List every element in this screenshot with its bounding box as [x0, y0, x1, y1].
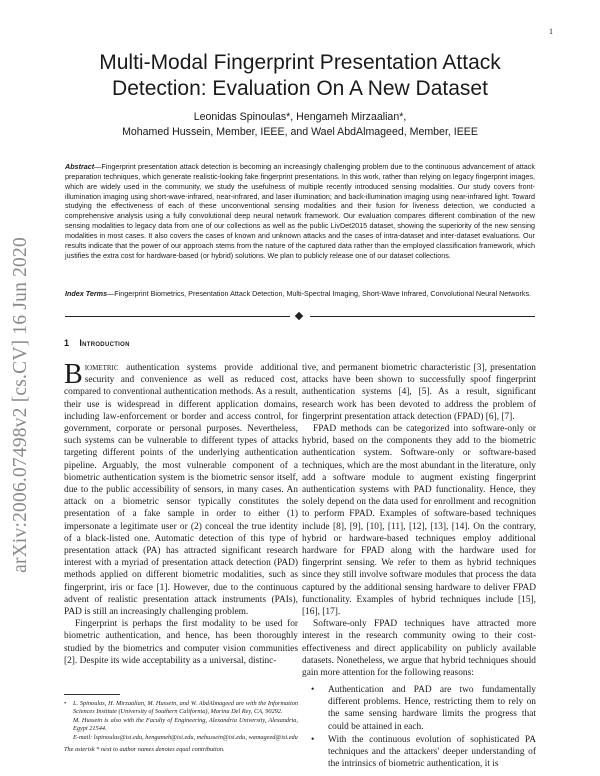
- paragraph: Software-only FPAD techniques have attracted more interest in the research community owing to their cost-effectiveness and direct applicability on publicly available datasets. Nonetheless, we argue that hybrid techniques should gain more attention for the following reasons:: [302, 619, 536, 679]
- arxiv-stamp: [10, 200, 32, 610]
- arxiv-stamp-text: arXiv:2006.07498v2 [cs.CV] 16 Jun 2020: [10, 237, 31, 573]
- author-line-2: Mohamed Hussein, Member, IEEE, and Wael AbdAlmageed, Member, IEEE: [122, 125, 478, 138]
- footnote-affiliation-text: L. Spinoulas, H. Mirzaalian, M. Hussein, and W. AbdAlmageed are with the Information Sciences Institute (University of Southern California), Marina Del Rey, CA, 90292.: [73, 700, 298, 716]
- index-terms-lead: Index Terms: [65, 289, 108, 298]
- section-heading: [64, 338, 130, 348]
- bullet-list: [302, 684, 536, 771]
- section-number: 1: [64, 338, 70, 348]
- paragraph: Fingerprint is perhaps the first modality to be used for biometric authentication, and hence, has been thoroughly studied by the biometrics and computer vision communities [2]. Despite its wide acceptability as a universal, distinc-: [64, 619, 298, 666]
- paragraph-text: authentication systems provide additional security and convenience as well as reduced cost, compared to conventional authentication methods. As a result, their use is widespread in different application domains, including law-enforcement or border and access control, for government, corporate or personal purposes. Nevertheless, such systems can be vulnerable to different types of attacks targeting different points of the underlying authentication pipeline. Arguably, the most vulnerable component of a biometric authentication system is the biometric sensor itself, due to the public accessibility of sensors, in many cases. An attack on a biometric sensor typically constitutes the presentation of a fake sample in order to either (1) impersonate a legitimate user or (2) conceal the true identity of a black-listed one. Automatic detection of this type of presentation attack (PA) has attracted significant research interest with a myriad of presentation attack detection (PAD) methods applied on different biometric modalities, such as fingerprint, iris or face [1]. However, due to the continuous advent of realistic presentation attack instruments (PAIs), PAD is still an increasingly challenging problem.: [64, 363, 298, 618]
- right-column: [302, 362, 536, 679]
- footnote-emails: E-mail: lspinoulas@isi.edu, hengameh@isi.edu, mehussein@isi.edu, wamageed@isi.edu: [73, 733, 298, 741]
- footnote-bullet: •: [64, 700, 67, 707]
- list-item: • Authentication and PAD are two fundamentally different problems. Hence, restricting them to rely on the same sensing hardware limits the progress that could be attained in each.: [302, 684, 536, 733]
- section-divider: [65, 313, 535, 321]
- dropcap: B: [64, 359, 83, 390]
- divider-line-right: [310, 316, 535, 317]
- footnote-rule: [64, 694, 120, 695]
- paper-title: Multi-Modal Fingerprint Presentation Attack Detection: Evaluation On A New Dataset: [99, 51, 501, 100]
- footnote-affiliation: [64, 700, 298, 717]
- divider-line-left: [65, 316, 290, 317]
- abstract-text: —Fingerprint presentation attack detection is becoming an increasingly challenging problem due to the continuous advancement of attack preparation techniques, which generate realistic-looking fake fingerprint presentations. In this work, rather than relying on legacy fingerprint images, which are widely used in the community, we study the usefulness of multiple recently introduced sensing modalities. Our study covers front-illumination imaging using short-wave-infrared, near-infrared, and laser illumination; and back-illumination imaging using near-infrared light. Toward studying the effectiveness of each of these unconventional sensing modalities and their fusion for liveness detection, we conducted a comprehensive analysis using a fully convolutional deep neural network framework. Our evaluation compares different combination of the new sensing modalities to legacy data from one of our collections as well as the public LivDet2015 dataset, showing the superiority of the new sensing modalities in most cases. It also covers the cases of known and unknown attacks and the cases of intra-dataset and inter-dataset evaluations. Our results indicate that the power of our approach stems from the nature of the captured data rather than the employed classification framework, which justifies the extra cost for hardware-based (or hybrid) solutions. We plan to publicly release one of our dataset collections.: [65, 162, 535, 260]
- abstract: [65, 162, 535, 260]
- paragraph: FPAD methods can be categorized into software-only or hybrid, based on the components they add to the biometric authentication system. Software-only or software-based techniques, which are the most abundant in the literature, only add a software module to augment existing fingerprint authentication systems with PAD functionality. Hence, they solely depend on the data used for enrollment and recognition to perform FPAD. Examples of software-based techniques include [8], [9], [10], [11], [12], [13], [14]. On the contrary, hybrid or hardware-based techniques employ additional hardware for FPAD along with the hardware used for fingerprint sensing. We refer to them as hybrid techniques since they still involve software modules that process the data captured by the additional sensing hardware to deliver FPAD functionality. Examples of hybrid techniques include [15], [16], [17].: [302, 424, 536, 618]
- index-terms-text: —Fingerprint Biometrics, Presentation Attack Detection, Multi-Spectral Imaging, Short-Wave Infrared, Convolutional Neural Networks.: [107, 289, 532, 298]
- footnote-equal-contribution: The asterisk * next to author names denotes equal contribution.: [64, 746, 225, 754]
- paragraph: [64, 359, 298, 618]
- dropcap-word: iometric: [84, 363, 119, 373]
- list-item: • With the continuous evolution of sophisticated PA techniques and the attackers' deeper understanding of the intrinsics of biometric authentication, it is: [302, 734, 536, 771]
- left-column: [64, 359, 298, 667]
- paragraph: tive, and permanent biometric characteristic [3], presentation attacks have been shown to successfully spoof fingerprint authentication systems [4], [5]. As a result, significant research work has been devoted to address the problem of fingerprint presentation attack detection (FPAD) [6], [7].: [302, 363, 536, 422]
- author-list: [60, 110, 540, 139]
- footnotes: [64, 700, 298, 754]
- diamond-icon: [295, 312, 303, 320]
- abstract-lead: Abstract: [65, 162, 95, 171]
- author-line-1: Leonidas Spinoulas*, Hengameh Mirzaalian*,: [193, 111, 407, 123]
- index-terms: [65, 289, 535, 299]
- page-number: 1: [549, 27, 553, 36]
- section-title: Introduction: [79, 338, 130, 348]
- footnote-hussein: M. Hussein is also with the Faculty of Engineering, Alexandria University, Alexandria, Egypt 21544.: [73, 716, 298, 733]
